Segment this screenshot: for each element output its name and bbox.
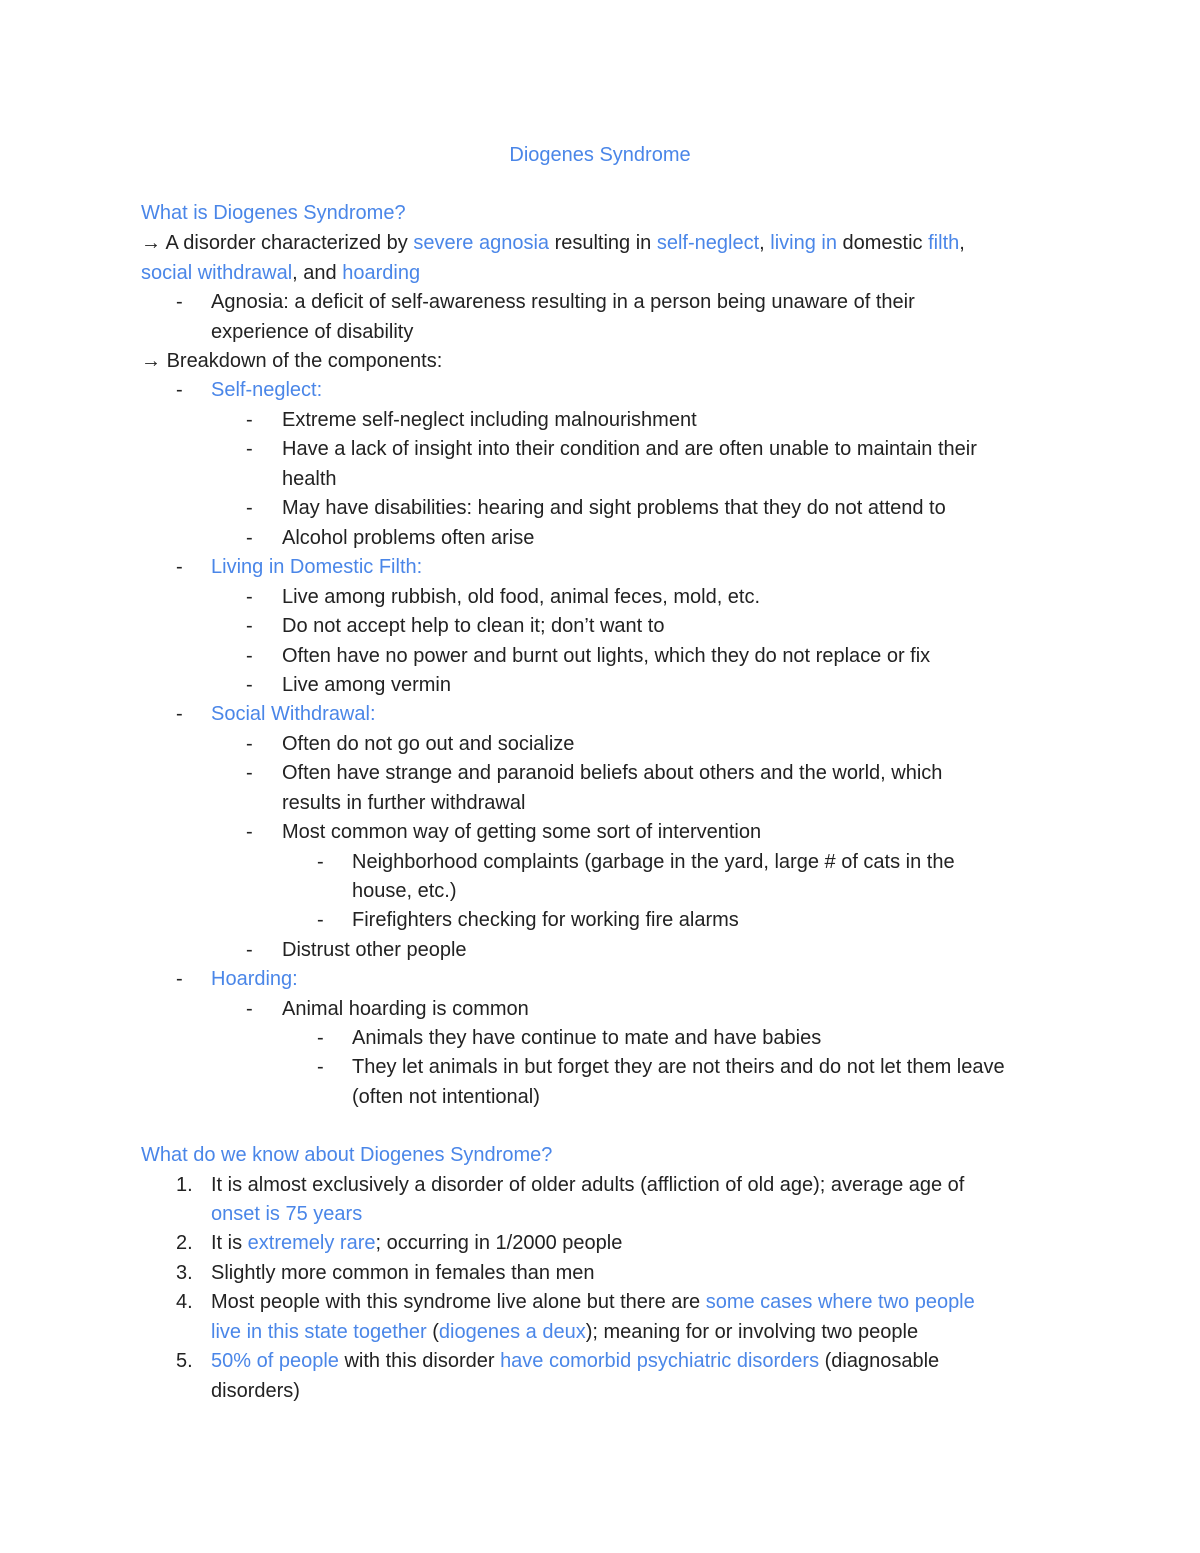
list-item: Live among rubbish, old food, animal feces, mold, etc.: [282, 586, 761, 608]
item-text: (diagnosable: [819, 1350, 940, 1372]
highlight-hoarding: hoarding: [342, 262, 421, 284]
list-item: Animals they have continue to mate and have babies: [352, 1027, 822, 1049]
definition-text: A disorder characterized by: [165, 232, 414, 254]
list-item-continuation: results in further withdrawal: [282, 792, 526, 814]
subheading-self-neglect: Self-neglect:: [211, 379, 323, 401]
bullet-dash: -: [246, 497, 253, 519]
list-item: Do not accept help to clean it; don’t want to: [282, 615, 665, 637]
bullet-dash: -: [317, 909, 324, 931]
highlight-comorbid: have comorbid psychiatric disorders: [500, 1350, 820, 1372]
definition-line-2: [141, 261, 420, 285]
bullet-dash: -: [246, 586, 253, 608]
bullet-dash: -: [246, 409, 253, 431]
definition-text: ,: [959, 232, 965, 254]
bullet-dash: -: [317, 851, 324, 873]
highlight-diogenes-a-deux: diogenes a deux: [438, 1321, 586, 1343]
bullet-dash: -: [246, 939, 253, 961]
bullet-dash: -: [246, 733, 253, 755]
list-item: Distrust other people: [282, 939, 467, 961]
bullet-dash: -: [246, 674, 253, 696]
list-item: Neighborhood complaints (garbage in the yard, large # of cats in the: [352, 851, 955, 873]
definition-line-1: [141, 231, 965, 255]
list-number: 4.: [176, 1291, 193, 1313]
list-item: Often do not go out and socialize: [282, 733, 575, 755]
definition-text: , and: [292, 262, 343, 284]
list-item: Most common way of getting some sort of intervention: [282, 821, 762, 843]
bullet-dash: -: [317, 1056, 324, 1078]
bullet-dash: -: [246, 615, 253, 637]
arrow-icon: →: [141, 232, 161, 254]
bullet-dash: -: [176, 703, 183, 725]
list-item: They let animals in but forget they are not theirs and do not let them leave: [352, 1056, 1005, 1078]
highlight-live-together: live in this state together: [211, 1321, 427, 1343]
list-item: Often have no power and burnt out lights, which they do not replace or fix: [282, 645, 931, 667]
item-text: Most people with this syndrome live alone but there are: [211, 1291, 706, 1313]
subheading-social-withdrawal: Social Withdrawal:: [211, 703, 376, 725]
highlight-self-neglect: self-neglect: [656, 232, 760, 254]
highlight-onset: onset is 75 years: [211, 1203, 363, 1225]
arrow-icon: →: [141, 350, 161, 372]
numbered-item-3: Slightly more common in females than men: [211, 1262, 595, 1284]
highlight-living-in: living in: [770, 232, 837, 254]
item-text: ); meaning for or involving two people: [585, 1321, 919, 1343]
list-number: 3.: [176, 1262, 193, 1284]
item-text: It is: [211, 1232, 248, 1254]
definition-text: domestic: [836, 232, 929, 254]
section-heading-what-is: What is Diogenes Syndrome?: [141, 202, 406, 224]
bullet-dash: -: [246, 821, 253, 843]
breakdown-line: [141, 349, 442, 373]
list-number: 1.: [176, 1174, 193, 1196]
bullet-dash: -: [176, 291, 183, 313]
breakdown-text: Breakdown of the components:: [166, 350, 443, 372]
section-heading-what-we-know: What do we know about Diogenes Syndrome?: [141, 1144, 553, 1166]
agnosia-definition-line-2: experience of disability: [211, 321, 414, 343]
numbered-item-4-line-2: [211, 1320, 918, 1344]
agnosia-definition-line-1: Agnosia: a deficit of self-awareness resulting in a person being unaware of their: [211, 291, 915, 313]
list-item-continuation: house, etc.): [352, 880, 457, 902]
definition-text: resulting in: [549, 232, 657, 254]
list-item: Animal hoarding is common: [282, 998, 529, 1020]
highlight-two-people: some cases where two people: [705, 1291, 975, 1313]
bullet-dash: -: [176, 968, 183, 990]
highlight-social-withdrawal: social withdrawal: [141, 262, 293, 284]
subheading-hoarding: Hoarding:: [211, 968, 298, 990]
list-item-continuation: health: [282, 468, 337, 490]
document-title: Diogenes Syndrome: [509, 144, 691, 166]
numbered-item-5-line-1: [211, 1349, 939, 1373]
numbered-item-5-line-2: disorders): [211, 1380, 300, 1402]
list-item: Have a lack of insight into their condition and are often unable to maintain their: [282, 438, 977, 460]
list-number: 2.: [176, 1232, 193, 1254]
item-text: ; occurring in 1/2000 people: [375, 1232, 623, 1254]
list-item: Often have strange and paranoid beliefs about others and the world, which: [282, 762, 943, 784]
bullet-dash: -: [317, 1027, 324, 1049]
subheading-domestic-filth: Living in Domestic Filth:: [211, 556, 423, 578]
bullet-dash: -: [246, 645, 253, 667]
highlight-filth: filth: [928, 232, 960, 254]
bullet-dash: -: [176, 379, 183, 401]
numbered-item-4-line-1: [211, 1290, 975, 1314]
list-item: May have disabilities: hearing and sight problems that they do not attend to: [282, 497, 946, 519]
item-text: with this disorder: [338, 1350, 501, 1372]
highlight-severe-agnosia: severe agnosia: [413, 232, 550, 254]
bullet-dash: -: [246, 527, 253, 549]
bullet-dash: -: [176, 556, 183, 578]
bullet-dash: -: [246, 762, 253, 784]
numbered-item-1: It is almost exclusively a disorder of older adults (affliction of old age); average age of: [211, 1174, 965, 1196]
highlight-fifty-percent: 50% of people: [211, 1350, 339, 1372]
bullet-dash: -: [246, 438, 253, 460]
list-item: Extreme self-neglect including malnourishment: [282, 409, 697, 431]
list-number: 5.: [176, 1350, 193, 1372]
definition-text: ,: [759, 232, 771, 254]
highlight-extremely-rare: extremely rare: [247, 1232, 376, 1254]
list-item-continuation: (often not intentional): [352, 1086, 540, 1108]
list-item: Alcohol problems often arise: [282, 527, 535, 549]
numbered-item-2: [211, 1231, 622, 1255]
list-item: Live among vermin: [282, 674, 451, 696]
item-text: (: [426, 1321, 439, 1343]
bullet-dash: -: [246, 998, 253, 1020]
list-item: Firefighters checking for working fire alarms: [352, 909, 739, 931]
